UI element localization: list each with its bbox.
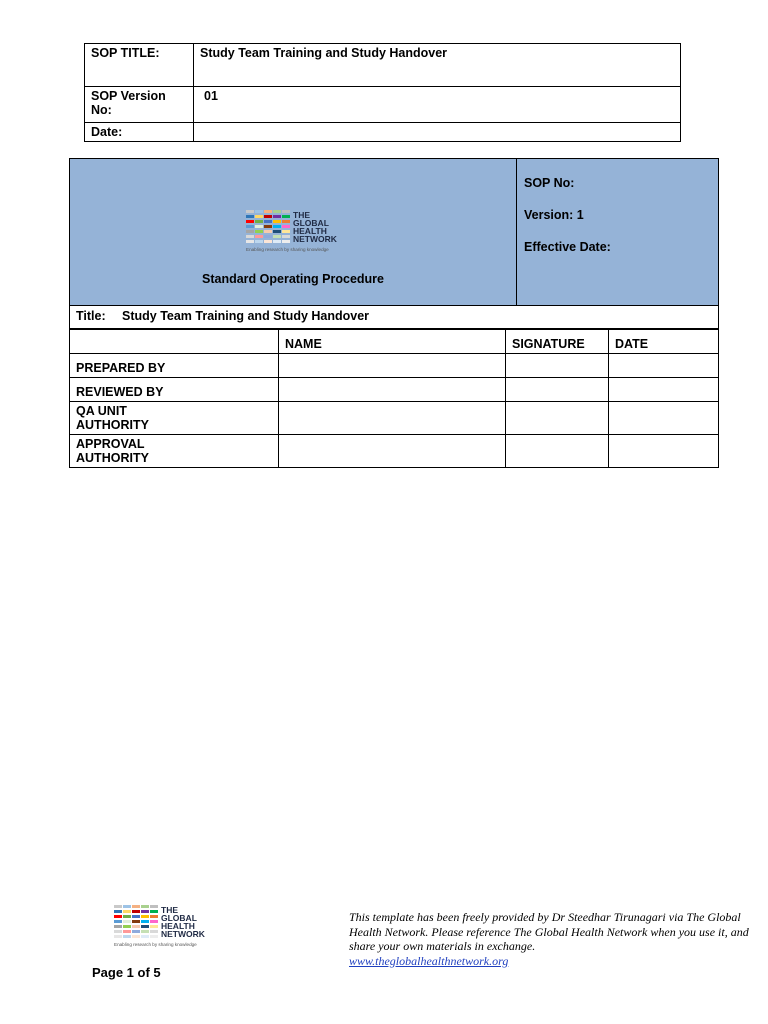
sop-no-label: SOP No: [524,176,575,190]
role-line1: QA UNIT [76,404,127,418]
global-health-network-logo [246,210,346,254]
version-label: Version: 1 [524,208,584,222]
credit-text: This template has been freely provided by Dr Steedhar Tirunagari via The Global Health Network. Please reference The Global Health Network when you use it, and share your own materials in exchange. [349,910,749,953]
signature-cell[interactable] [506,378,609,402]
column-header-date: DATE [609,330,719,354]
table-row [70,378,719,402]
table-header-row [70,330,719,354]
name-cell[interactable] [279,378,506,402]
column-header-signature: SIGNATURE [506,330,609,354]
column-header-role [70,330,279,354]
sop-title-label: SOP TITLE: [85,44,194,87]
role-line2: AUTHORITY [76,418,149,432]
role-line2: AUTHORITY [76,451,149,465]
table-row [70,402,719,435]
sop-info-table [84,43,681,142]
signature-cell[interactable] [506,402,609,435]
network-website-link[interactable]: www.theglobalhealthnetwork.org [349,953,509,968]
name-cell[interactable] [279,402,506,435]
sop-title-value: Study Team Training and Study Handover [194,44,681,87]
name-cell[interactable] [279,435,506,468]
table-row [70,435,719,468]
footer-logo [114,904,214,950]
footer-logo-text-line2: GLOBAL [161,913,197,923]
title-value: Study Team Training and Study Handover [122,309,370,323]
logo-graphic [246,210,346,254]
sop-version-label [85,87,194,123]
signature-cell[interactable] [506,354,609,378]
sop-date-label: Date: [85,123,194,142]
header-meta-area [517,159,717,305]
role-line1: APPROVAL [76,437,145,451]
logo-text-line1: THE [293,210,310,220]
date-cell[interactable] [609,435,719,468]
footer-logo-tagline: Enabling research by sharing knowledge [114,942,197,947]
role-line1: PREPARED BY [76,361,166,375]
role-cell [70,354,279,378]
sop-date-value [194,123,681,142]
role-cell [70,378,279,402]
title-label: Title: [76,309,106,323]
logo-tagline: Enabling research by sharing knowledge [246,247,329,252]
table-row [70,354,719,378]
role-line1: REVIEWED BY [76,385,164,399]
footer-logo-graphic [114,904,214,950]
role-cell [70,435,279,468]
sop-version-number: 01 [204,89,218,103]
document-title-row [69,304,719,329]
sop-version-label-line2: No: [91,103,112,117]
sop-version-label-line1: SOP Version [91,89,166,103]
signature-cell[interactable] [506,435,609,468]
logo-text-line4: NETWORK [293,234,337,244]
template-credit [349,910,749,968]
footer-logo-text-line1: THE [161,905,178,915]
role-cell [70,402,279,435]
page-number: Page 1 of 5 [92,965,161,980]
logo-text-line3: HEALTH [293,226,327,236]
header-logo-area [70,159,517,305]
sop-version-value [194,87,681,123]
footer-logo-text-line3: HEALTH [161,921,195,931]
date-cell[interactable] [609,378,719,402]
sop-header [69,158,719,306]
approval-table [69,329,719,468]
date-cell[interactable] [609,354,719,378]
column-header-name: NAME [279,330,506,354]
logo-text-line2: GLOBAL [293,218,329,228]
footer-logo-text-line4: NETWORK [161,929,205,939]
date-cell[interactable] [609,402,719,435]
effective-date-label: Effective Date: [524,240,611,254]
name-cell[interactable] [279,354,506,378]
procedure-label: Standard Operating Procedure [202,272,384,286]
